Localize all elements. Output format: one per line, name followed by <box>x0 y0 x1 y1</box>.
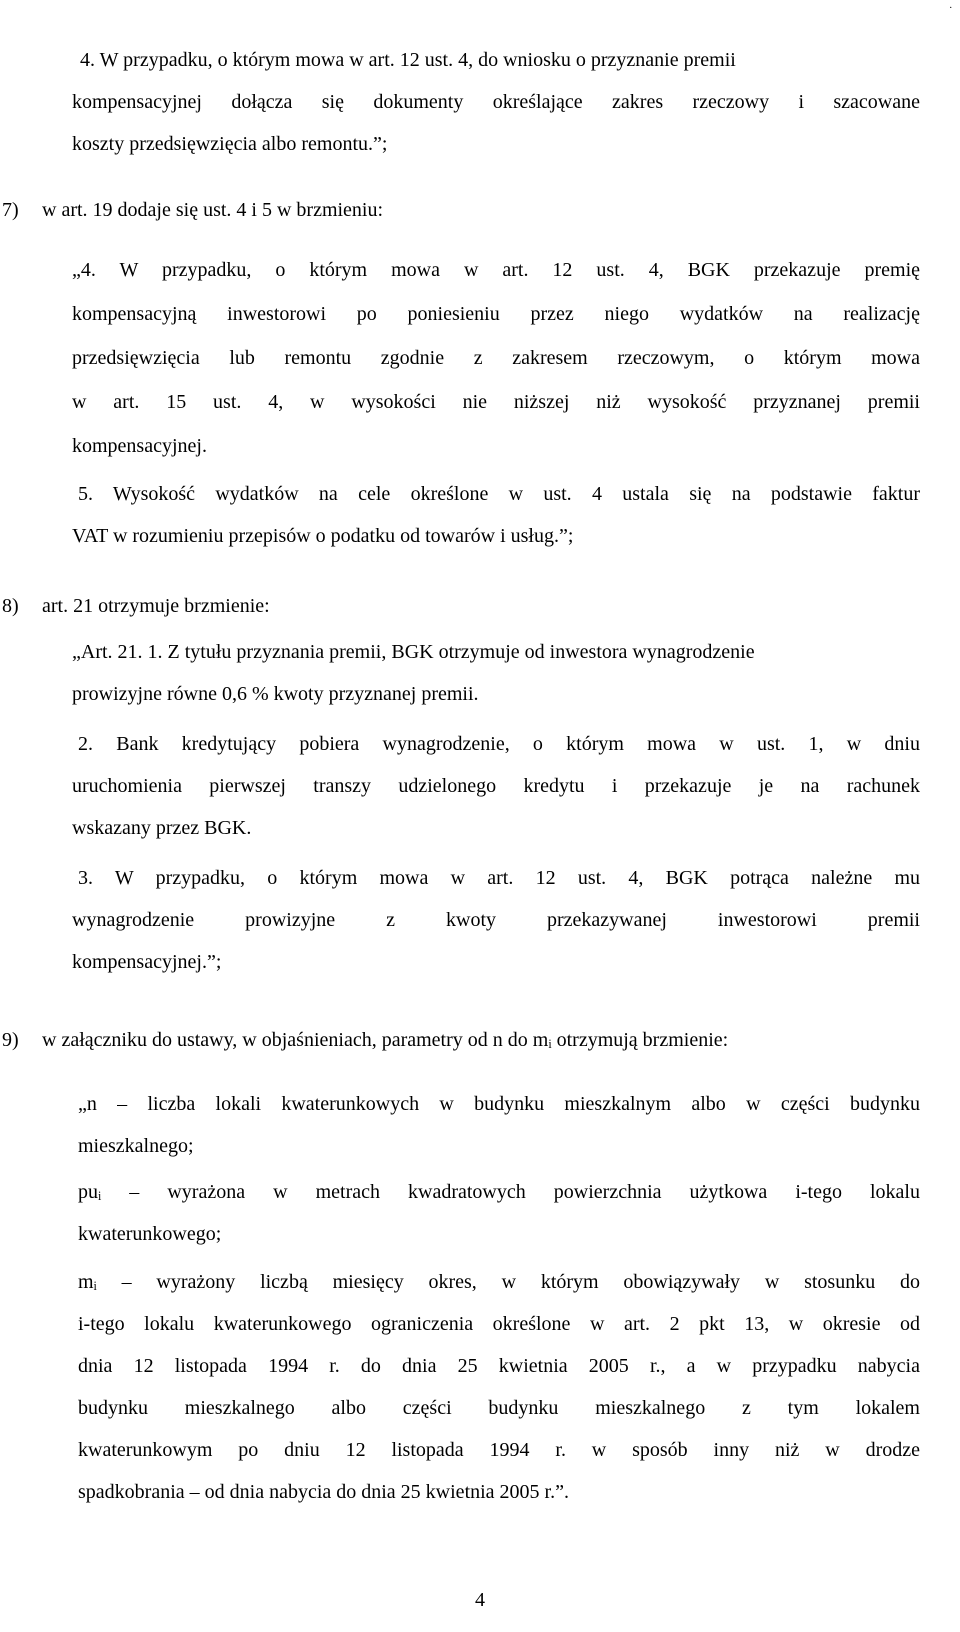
paragraph-line: „4. W przypadku, o którym mowa w art. 12 ust. 4, BGK przekazuje premię <box>72 259 920 281</box>
list-item-text: art. 21 otrzymuje brzmienie: <box>42 595 270 617</box>
paragraph-line: puᵢ – wyrażona w metrach kwadratowych powierzchnia użytkowa i-tego lokalu <box>78 1181 920 1203</box>
paragraph-line: 2. Bank kredytujący pobiera wynagrodzenie, o którym mowa w ust. 1, w dniu <box>78 733 920 755</box>
paragraph-line: 5. Wysokość wydatków na cele określone w ust. 4 ustala się na podstawie faktur <box>78 483 920 505</box>
corner-mark: . <box>949 0 952 11</box>
paragraph-line: mᵢ – wyrażony liczbą miesięcy okres, w którym obowiązywały w stosunku do <box>78 1271 920 1293</box>
paragraph-line: prowizyjne równe 0,6 % kwoty przyznanej premii. <box>72 683 479 705</box>
paragraph-line: koszty przedsięwzięcia albo remontu.”; <box>72 133 388 155</box>
paragraph-line: dnia 12 listopada 1994 r. do dnia 25 kwietnia 2005 r., a w przypadku nabycia <box>78 1355 920 1377</box>
paragraph-line: „Art. 21. 1. Z tytułu przyznania premii, BGK otrzymuje od inwestora wynagrodzenie <box>72 641 755 663</box>
list-item-text: w załączniku do ustawy, w objaśnieniach, parametry od n do mᵢ otrzymują brzmienie: <box>42 1029 729 1051</box>
paragraph-line: kwaterunkowym po dniu 12 listopada 1994 r. w sposób inny niż w drodze <box>78 1439 920 1461</box>
paragraph-line: kompensacyjnej.”; <box>72 951 222 973</box>
paragraph-line: budynku mieszkalnego albo części budynku mieszkalnego z tym lokalem <box>78 1397 920 1419</box>
paragraph-line: 4. W przypadku, o którym mowa w art. 12 ust. 4, do wniosku o przyznanie premii <box>80 49 736 71</box>
paragraph-line: przedsięwzięcia lub remontu zgodnie z zakresem rzeczowym, o którym mowa <box>72 347 920 369</box>
list-item-number: 8) <box>2 595 19 617</box>
list-item-number: 7) <box>2 199 19 221</box>
paragraph-line: kompensacyjnej. <box>72 435 207 457</box>
list-item-number: 9) <box>2 1029 19 1051</box>
paragraph-line: mieszkalnego; <box>78 1135 194 1157</box>
paragraph-line: „n – liczba lokali kwaterunkowych w budynku mieszkalnym albo w części budynku <box>78 1093 920 1115</box>
paragraph-line: kompensacyjną inwestorowi po poniesieniu przez niego wydatków na realizację <box>72 303 920 325</box>
paragraph-line: kwaterunkowego; <box>78 1223 222 1245</box>
page-number: 4 <box>475 1589 485 1611</box>
paragraph-line: kompensacyjnej dołącza się dokumenty określające zakres rzeczowy i szacowane <box>72 91 920 113</box>
list-item-text: w art. 19 dodaje się ust. 4 i 5 w brzmieniu: <box>42 199 384 221</box>
paragraph-line: i-tego lokalu kwaterunkowego ograniczenia określone w art. 2 pkt 13, w okresie od <box>78 1313 920 1335</box>
paragraph-line: wskazany przez BGK. <box>72 817 252 839</box>
paragraph-line: spadkobrania – od dnia nabycia do dnia 25 kwietnia 2005 r.”. <box>78 1481 569 1503</box>
paragraph-line: 3. W przypadku, o którym mowa w art. 12 ust. 4, BGK potrąca należne mu <box>78 867 920 889</box>
paragraph-line: wynagrodzenie prowizyjne z kwoty przekazywanej inwestorowi premii <box>72 909 920 931</box>
paragraph-line: VAT w rozumieniu przepisów o podatku od towarów i usług.”; <box>72 525 574 547</box>
paragraph-line: uruchomienia pierwszej transzy udzielonego kredytu i przekazuje je na rachunek <box>72 775 920 797</box>
paragraph-line: w art. 15 ust. 4, w wysokości nie niższej niż wysokość przyznanej premii <box>72 391 920 413</box>
